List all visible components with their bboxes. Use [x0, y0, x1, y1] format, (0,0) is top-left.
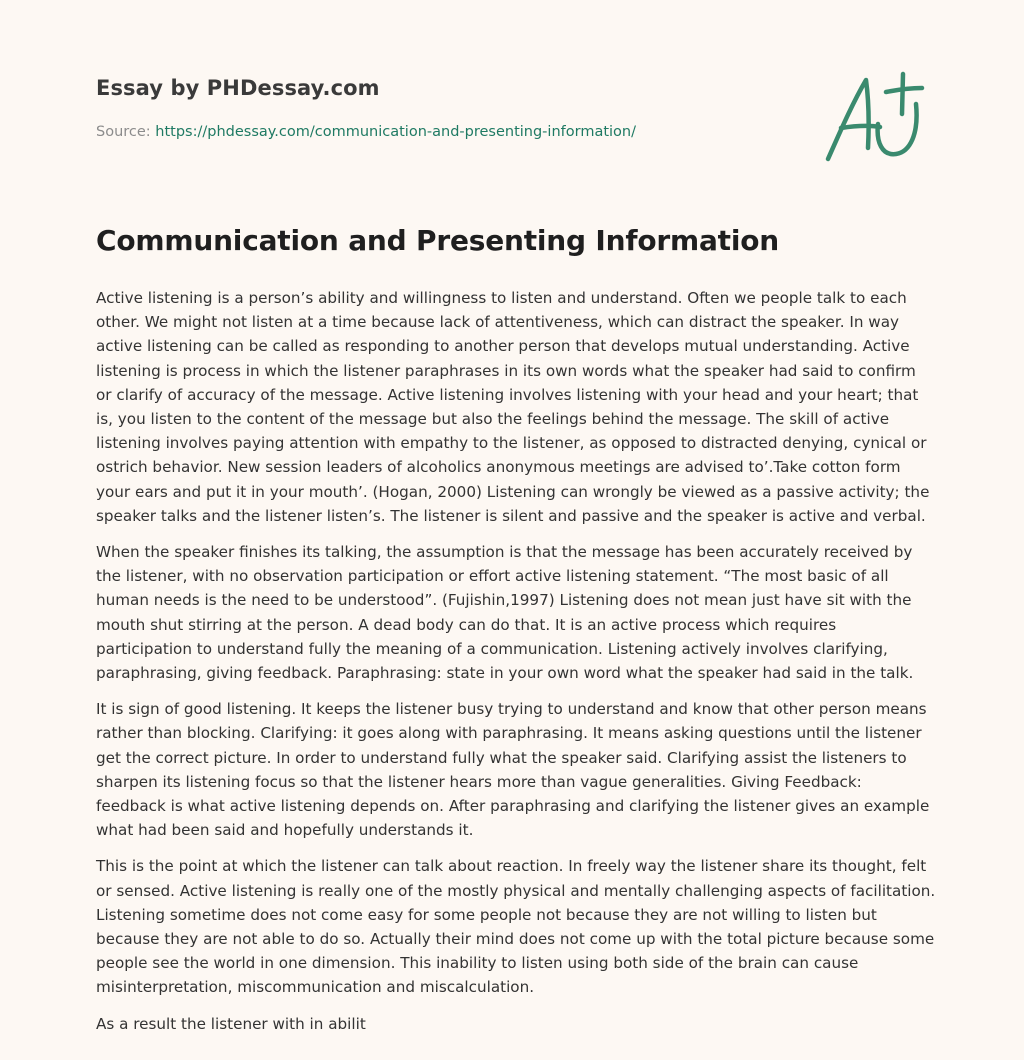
essay-paragraph: This is the point at which the listener can talk about reaction. In freely way the listener share its thought, felt or sensed. Active listening is really one of the mostly physical and mentally challenging aspects of facilitation. Listening sometime does not come easy for some people not because they are not willing to listen but because they are not able to do so. Actually their mind does not come up with the total picture because some people see the world in one dimension. This inability to listen using both side of the brain can cause misinterpretation, miscommunication and miscalculation.: [96, 857, 936, 997]
a-plus-grade-icon: [816, 66, 932, 166]
site-brand: Essay by PHDessay.com: [96, 76, 380, 100]
essay-body: [96, 286, 936, 1048]
source-label: Source:: [96, 124, 151, 140]
source-line: [96, 124, 636, 140]
essay-paragraph: Active listening is a person’s ability and willingness to listen and understand. Often we people talk to each other. We might not listen at a time because lack of attentiveness, which can distract the speaker. In way active listening can be called as responding to another person that develops mutual understanding. Active listening is process in which the listener paraphrases in its own words what the speaker had said to confirm or clarify of accuracy of the message. Active listening involves listening with your head and your heart; that is, you listen to the content of the message but also the feelings behind the message. The skill of active listening involves paying attention with empathy to the listener, as opposed to distracted denying, cynical or ostrich behavior. New session leaders of alcoholics anonymous meetings are advised to’.Take cotton form your ears and put it in your mouth’. (Hogan, 2000) Listening can wrongly be viewed as a passive activity; the speaker talks and the listener listen’s. The listener is silent and passive and the speaker is active and verbal.: [96, 289, 930, 525]
source-link[interactable]: https://phdessay.com/communication-and-presenting-information/: [155, 124, 636, 140]
essay-paragraph-truncated: As a result the listener with in abilit: [96, 1014, 366, 1033]
essay-paragraph: When the speaker finishes its talking, the assumption is that the message has been accurately received by the listener, with no observation participation or effort active listening statement. “The most basic of all human needs is the need to be understood”. (Fujishin,1997) Listening does not mean just have sit with the mouth shut stirring at the person. A dead body can do that. It is an active process which requires participation to understand fully the meaning of a communication. Listening actively involves clarifying, paraphrasing, giving feedback. Paraphrasing: state in your own word what the speaker had said in the talk.: [96, 543, 914, 683]
essay-title: Communication and Presenting Information: [96, 224, 780, 257]
a-plus-logo: [816, 66, 932, 166]
essay-paragraph: It is sign of good listening. It keeps the listener busy trying to understand and know that other person means rather than blocking. Clarifying: it goes along with paraphrasing. It means asking questions until the listener get the correct picture. In order to understand fully what the speaker said. Clarifying assist the listeners to sharpen its listening focus so that the listener hears more than vague generalities. Giving Feedback: feedback is what active listening depends on. After paraphrasing and clarifying the listener gives an example what had been said and hopefully understands it.: [96, 700, 930, 840]
